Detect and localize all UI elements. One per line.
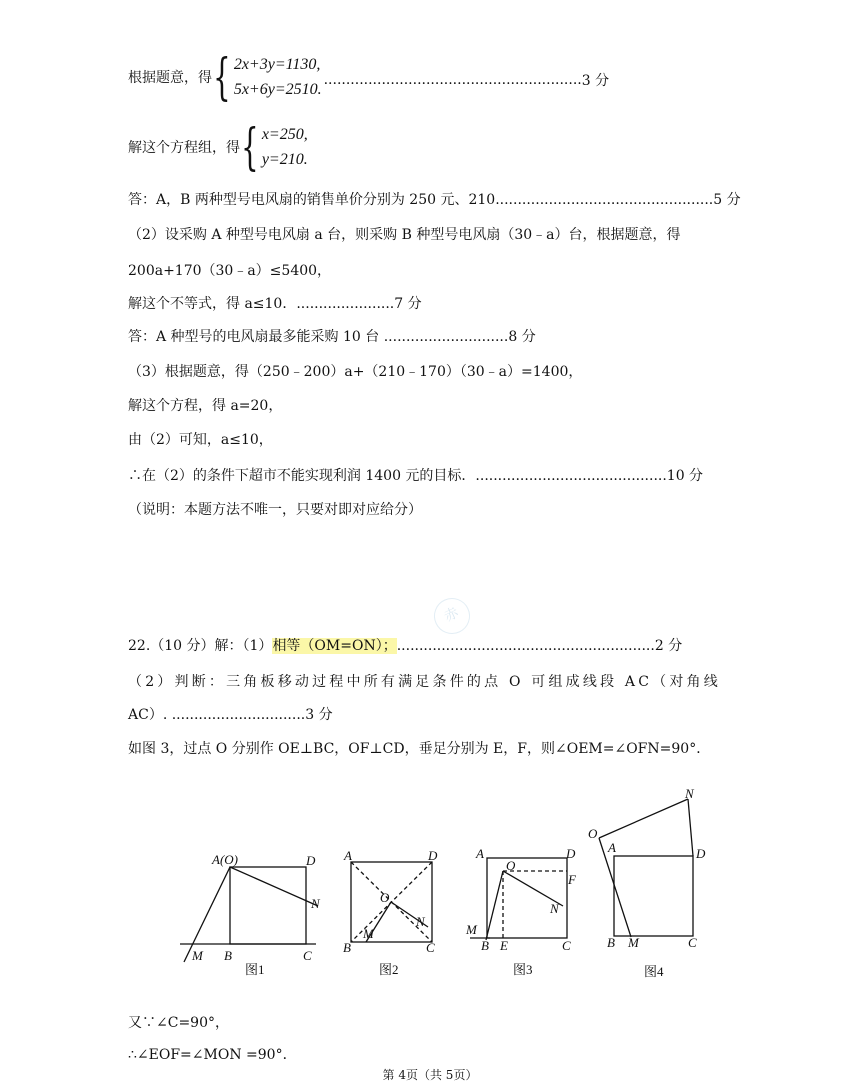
fig2-label-c: C	[426, 940, 435, 955]
text-line: AC）. ..............................3 分	[128, 707, 333, 723]
fig1-label-d: D	[306, 853, 316, 868]
fig3-om-line	[486, 871, 503, 940]
text-line: 由（2）可知，a≤10，	[128, 432, 273, 448]
fig2-label-d: D	[428, 848, 438, 863]
fig2-label-a: A	[344, 848, 352, 863]
fig3-label-d: D	[566, 846, 576, 861]
problem-22-line	[128, 636, 682, 656]
text-line: 200a+170（30﹣a）≤5400，	[128, 263, 332, 279]
fig4-caption: 图4	[644, 964, 664, 979]
answer-line: 答：A，B 两种型号电风扇的销售单价分别为 250 元、210.................................................5 分	[128, 192, 741, 208]
fig1-label-a: A(O)	[212, 852, 238, 867]
score: 3 分	[581, 73, 610, 89]
fig3-label-n: N	[550, 901, 559, 916]
fig4-on-line	[599, 799, 688, 838]
fig3-label-e: E	[500, 938, 508, 953]
leader-dots: ..........................................................2 分	[396, 638, 683, 654]
text-prefix: 22.（10 分）解：（1）	[128, 638, 273, 654]
fig4-label-b: B	[607, 935, 615, 950]
geometry-figures	[0, 780, 860, 990]
watermark-stamp: 赤	[428, 592, 476, 640]
answer-line: 答：A 种型号的电风扇最多能采购 10 台 ............................8 分	[128, 329, 536, 345]
fig4-label-o: O	[588, 826, 598, 841]
fig4-square	[614, 856, 693, 936]
text-line: 解这个不等式，得 a≤10．......................7 分	[128, 296, 422, 312]
fig1-square	[230, 867, 306, 944]
equation: 5x+6y=2510.	[233, 81, 322, 98]
fig3-label-b: B	[481, 938, 489, 953]
fig2-label-m: M	[363, 926, 374, 941]
equation-system-2	[128, 118, 308, 176]
text-line: 解这个方程，得 a=20，	[128, 398, 283, 414]
equation-system-1	[128, 48, 610, 106]
fig1-label-m: M	[192, 948, 203, 963]
fig1-label-b: B	[224, 948, 232, 963]
fig1-on-line	[230, 867, 318, 906]
text-line: （2）设采购 A 种型号电风扇 a 台，则采购 B 种型号电风扇（30﹣a）台，根据题意，得	[128, 227, 681, 243]
fig3-label-o: O	[506, 858, 516, 873]
figures-area	[0, 780, 860, 990]
leader-dots: ..........................................................	[323, 72, 582, 88]
fig4-label-c: C	[688, 935, 697, 950]
fig2-label-o: O	[380, 890, 390, 905]
fig3-label-m: M	[466, 922, 477, 937]
fig3-label-c: C	[562, 938, 571, 953]
fig4-label-n: N	[685, 786, 694, 801]
equation: x=250,	[261, 126, 308, 143]
fig2-label-n: N	[416, 914, 425, 929]
fig4-right-ext	[688, 799, 693, 856]
equation: y=210.	[261, 151, 308, 168]
highlight-answer: 相等（OM=ON）；	[272, 638, 397, 654]
conclusion-line: ∴在（2）的条件下超市不能实现利润 1400 元的目标．...........................................10 分	[128, 468, 704, 484]
fig4-label-d: D	[696, 846, 706, 861]
text-prefix: 解这个方程组，得	[128, 140, 240, 156]
fig3-square	[487, 858, 567, 938]
fig4-label-a: A	[608, 840, 616, 855]
text-line: 又∵∠C=90°，	[128, 1015, 229, 1031]
left-brace: {	[213, 48, 231, 106]
fig3-label-f: F	[568, 872, 576, 887]
fig3-caption: 图3	[513, 962, 533, 977]
equations	[234, 52, 322, 102]
text-prefix: 根据题意，得	[128, 70, 212, 86]
fig4-label-m: M	[628, 935, 639, 950]
fig1-label-c: C	[303, 948, 312, 963]
text-line: （2）判断：三角板移动过程中所有满足条件的点 O 可组成线段 AC（对角线	[128, 674, 721, 690]
fig1-caption: 图1	[245, 962, 265, 977]
text-line: （3）根据题意，得（250﹣200）a+（210﹣170）（30﹣a）=1400，	[128, 364, 583, 380]
left-brace: {	[241, 118, 259, 176]
equations	[262, 122, 308, 172]
fig2-caption: 图2	[379, 962, 399, 977]
fig3-label-a: A	[476, 846, 484, 861]
equation: 2x+3y=1130,	[233, 56, 321, 73]
page-footer: 第 4页（共 5页）	[382, 1068, 478, 1082]
fig2-label-b: B	[343, 940, 351, 955]
note-line: （说明：本题方法不唯一，只要对即对应给分）	[128, 502, 422, 518]
text-line: ∴∠EOF=∠MON =90°．	[128, 1047, 297, 1063]
text-line: 如图 3，过点 O 分别作 OE⊥BC，OF⊥CD，垂足分别为 E，F，则∠OEM=∠OFN=90°．	[128, 741, 711, 757]
fig1-label-n: N	[311, 896, 320, 911]
